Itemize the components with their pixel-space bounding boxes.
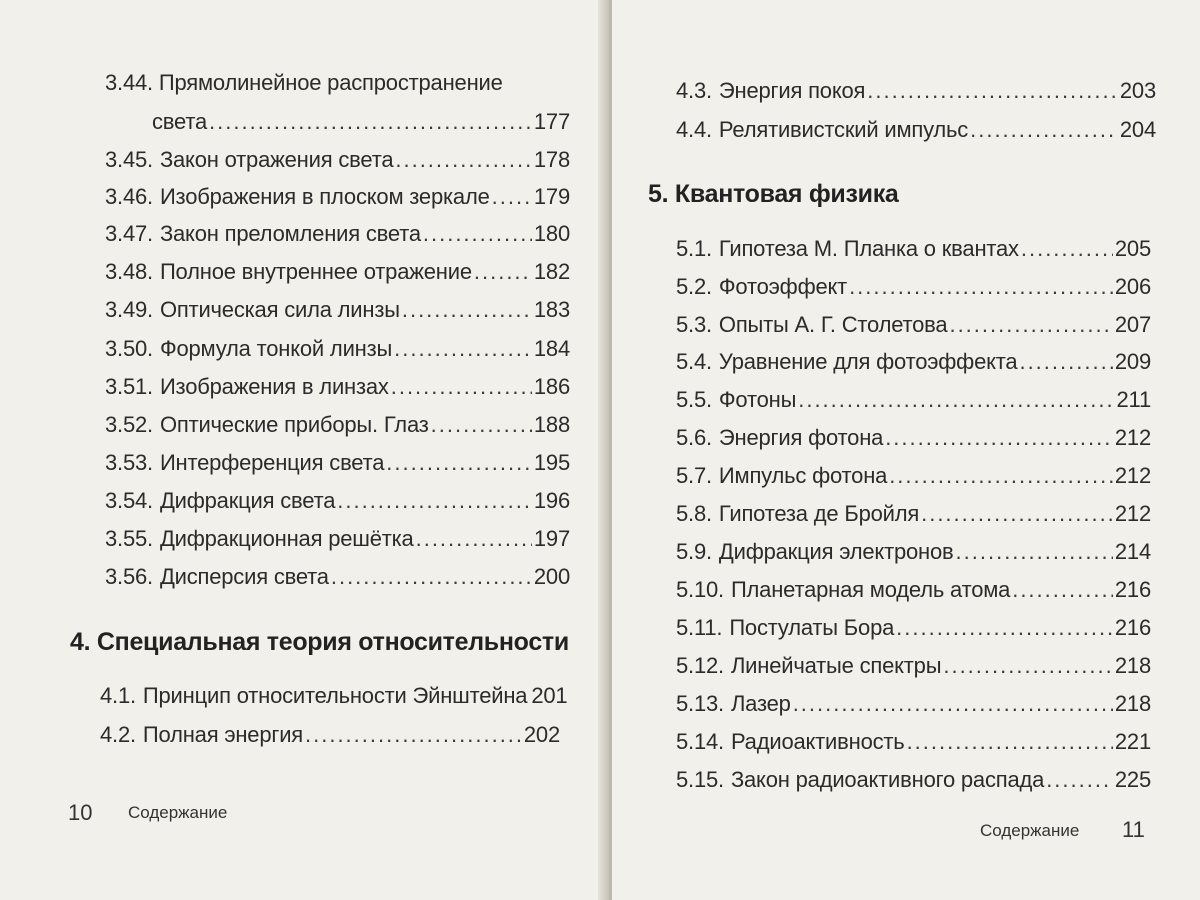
toc-entry	[105, 412, 570, 438]
toc-entry-title: Фотоны	[718, 387, 797, 412]
leader-dots	[849, 274, 1113, 300]
toc-entry	[676, 117, 1156, 143]
toc-entry-number: 3.44.	[105, 70, 153, 95]
toc-entry	[676, 425, 1151, 451]
toc-entry	[676, 387, 1151, 413]
toc-entry-page: 212	[1114, 501, 1151, 526]
toc-entry-page: 203	[1119, 78, 1156, 103]
toc-entry-number: 3.49.	[105, 297, 153, 322]
toc-entry	[676, 653, 1151, 679]
toc-entry-title: Дифракционная решётка	[159, 526, 414, 551]
toc-entry-number: 5.7.	[676, 463, 712, 488]
toc-entry-title: Принцип относительности Эйнштейна	[142, 683, 528, 708]
leader-dots	[1021, 236, 1113, 262]
leader-dots	[867, 78, 1118, 104]
toc-entry	[676, 463, 1151, 489]
toc-entry-page: 197	[533, 526, 570, 551]
leader-dots	[386, 450, 532, 476]
toc-entry-title: Лазер	[730, 691, 791, 716]
toc-entry-number: 3.50.	[105, 336, 153, 361]
toc-entry	[105, 259, 570, 285]
toc-entry-page: 200	[533, 564, 570, 589]
toc-entry-page: 204	[1119, 117, 1156, 142]
running-footer: Содержание	[128, 803, 228, 822]
toc-entry-title: Уравнение для фотоэффекта	[718, 349, 1018, 374]
toc-entry-page: 218	[1114, 653, 1151, 678]
toc-entry-title: Дифракция электронов	[718, 539, 954, 564]
leader-dots	[431, 412, 532, 438]
toc-entry	[676, 78, 1156, 104]
page-number: 10	[68, 800, 93, 825]
toc-entry-page: 209	[1114, 349, 1151, 374]
toc-entry-page: 196	[533, 488, 570, 513]
toc-entry	[105, 184, 570, 210]
leader-dots	[423, 221, 532, 247]
toc-entry-page: 202	[523, 722, 560, 747]
page-number: 11	[1122, 817, 1145, 842]
toc-entry	[676, 539, 1151, 565]
toc-entry-number: 5.2.	[676, 274, 712, 299]
toc-entry	[105, 297, 570, 323]
toc-entry-page: 186	[533, 374, 570, 399]
leader-dots	[474, 259, 532, 285]
leader-dots	[391, 374, 532, 400]
leader-dots	[907, 729, 1113, 755]
leader-dots	[394, 336, 532, 362]
leader-dots	[395, 147, 532, 173]
leader-dots	[949, 312, 1112, 338]
toc-entry-number: 3.53.	[105, 450, 153, 475]
toc-entry	[105, 147, 570, 173]
toc-entry	[100, 722, 560, 748]
toc-entry-title: Формула тонкой линзы	[159, 336, 393, 361]
toc-entry-number: 5.12.	[676, 653, 724, 678]
toc-entry	[105, 374, 570, 400]
leader-dots	[209, 109, 532, 135]
leader-dots	[793, 691, 1113, 717]
toc-entry-title: Опыты А. Г. Столетова	[718, 312, 948, 337]
toc-entry-title: Полное внутреннее отражение	[159, 259, 472, 284]
toc-entry-title: Закон преломления света	[159, 221, 421, 246]
leader-dots	[331, 564, 532, 590]
toc-entry-3-44-line1	[105, 70, 503, 96]
toc-entry-title: Дифракция света	[159, 488, 336, 513]
toc-entry-page: 182	[533, 259, 570, 284]
toc-entry-title: Энергия покоя	[718, 78, 866, 103]
toc-entry-number: 3.48.	[105, 259, 153, 284]
toc-entry-number: 3.56.	[105, 564, 153, 589]
toc-entry-page: 211	[1116, 387, 1151, 412]
toc-entry-title: Изображения в плоском зеркале	[159, 184, 490, 209]
toc-entry-number: 4.3.	[676, 78, 712, 103]
leader-dots	[885, 425, 1113, 451]
toc-entry-number: 5.4.	[676, 349, 712, 374]
toc-entry-title: Импульс фотона	[718, 463, 888, 488]
toc-entry-number: 5.3.	[676, 312, 712, 337]
toc-entry	[676, 501, 1151, 527]
toc-entry-number: 4.2.	[100, 722, 136, 747]
toc-entry	[100, 683, 568, 709]
toc-entry	[676, 729, 1151, 755]
toc-entry-page: 178	[533, 147, 570, 172]
toc-entry-3-44-line2	[152, 109, 570, 135]
toc-entry-page: 218	[1114, 691, 1151, 716]
toc-entry-title: Линейчатые спектры	[730, 653, 942, 678]
toc-entry-title: Дисперсия света	[159, 564, 329, 589]
toc-entry-page: 179	[533, 184, 570, 209]
toc-entry-page: 206	[1114, 274, 1151, 299]
toc-entry-number: 5.6.	[676, 425, 712, 450]
toc-entry-page: 207	[1114, 312, 1151, 337]
toc-entry-number: 5.11.	[676, 615, 723, 640]
toc-entry-number: 5.15.	[676, 767, 724, 792]
toc-entry-page: 214	[1114, 539, 1151, 564]
leader-dots	[492, 184, 532, 210]
toc-entry	[105, 564, 570, 590]
toc-entry	[676, 767, 1151, 793]
leader-dots	[1019, 349, 1112, 375]
toc-entry-page: 188	[533, 412, 570, 437]
toc-entry-number: 5.10.	[676, 577, 724, 602]
toc-entry-number: 5.9.	[676, 539, 712, 564]
toc-entry	[105, 450, 570, 476]
toc-entry-number: 3.55.	[105, 526, 153, 551]
toc-entry-title: Закон радиоактивного распада	[730, 767, 1045, 792]
toc-entry-page: 216	[1114, 615, 1151, 640]
toc-entry-page: 195	[533, 450, 570, 475]
toc-entry	[105, 221, 570, 247]
leader-dots	[956, 539, 1113, 565]
toc-entry-number: 3.47.	[105, 221, 153, 246]
toc-entry-number: 5.13.	[676, 691, 724, 716]
toc-entry-number: 3.52.	[105, 412, 153, 437]
toc-entry	[676, 349, 1151, 375]
toc-entry-title: Энергия фотона	[718, 425, 884, 450]
toc-entry	[676, 615, 1151, 641]
toc-entry-number: 3.54.	[105, 488, 153, 513]
leader-dots	[416, 526, 532, 552]
leader-dots	[337, 488, 532, 514]
leader-dots	[1046, 767, 1113, 793]
toc-entry-title: Гипотеза М. Планка о квантах	[718, 236, 1019, 261]
toc-entry-title: Радиоактивность	[730, 729, 905, 754]
toc-entry-page: 225	[1114, 767, 1151, 792]
toc-entry-title: Изображения в линзах	[159, 374, 389, 399]
toc-entry	[105, 526, 570, 552]
toc-entry-title: Полная энергия	[142, 722, 303, 747]
toc-entry-title-continued: света	[152, 109, 208, 134]
toc-entry	[676, 691, 1151, 717]
toc-entry-number: 3.51.	[105, 374, 153, 399]
toc-entry-number: 5.1.	[676, 236, 712, 261]
toc-entry-page: 183	[533, 297, 570, 322]
toc-entry-number: 3.46.	[105, 184, 153, 209]
leader-dots	[943, 653, 1113, 679]
toc-entry-number: 5.8.	[676, 501, 712, 526]
toc-entry-title: Постулаты Бора	[729, 615, 895, 640]
leader-dots	[921, 501, 1113, 527]
leader-dots	[1012, 577, 1113, 603]
toc-entry-number: 4.1.	[100, 683, 136, 708]
toc-entry-number: 4.4.	[676, 117, 712, 142]
running-footer: Содержание	[980, 821, 1080, 840]
toc-entry-title: Релятивистский импульс	[718, 117, 969, 142]
toc-entry-page: 201	[531, 683, 568, 708]
toc-entry-number: 3.45.	[105, 147, 153, 172]
toc-entry	[105, 336, 570, 362]
toc-entry-page: 212	[1114, 425, 1151, 450]
toc-entry-title: Интерференция света	[159, 450, 385, 475]
toc-entry-title: Планетарная модель атома	[730, 577, 1011, 602]
leader-dots	[896, 615, 1113, 641]
toc-entry-page: 216	[1114, 577, 1151, 602]
toc-entry	[676, 577, 1151, 603]
toc-entry	[676, 236, 1151, 262]
toc-entry-title: Гипотеза де Бройля	[718, 501, 920, 526]
toc-entry-number: 5.14.	[676, 729, 724, 754]
right-page	[612, 0, 1200, 900]
toc-entry	[676, 274, 1151, 300]
toc-entry-page: 212	[1114, 463, 1151, 488]
toc-entry-page: 221	[1114, 729, 1151, 754]
toc-entry-page: 177	[533, 109, 570, 134]
toc-entry-title: Закон отражения света	[159, 147, 394, 172]
toc-entry-number: 5.5.	[676, 387, 712, 412]
toc-entry	[105, 488, 570, 514]
leader-dots	[305, 722, 522, 748]
toc-entry-page: 180	[533, 221, 570, 246]
toc-entry-title: Прямолинейное распространение	[158, 70, 503, 95]
toc-entry-page: 184	[533, 336, 570, 361]
leader-dots	[970, 117, 1118, 143]
toc-entry-title: Фотоэффект	[718, 274, 848, 299]
leader-dots	[889, 463, 1113, 489]
chapter-heading-4: 4. Специальная теория относительности	[70, 628, 569, 656]
chapter-heading-5: 5. Квантовая физика	[648, 180, 899, 208]
leader-dots	[798, 387, 1114, 413]
toc-entry-title: Оптическая сила линзы	[159, 297, 400, 322]
toc-entry-title: Оптические приборы. Глаз	[159, 412, 429, 437]
leader-dots	[402, 297, 532, 323]
toc-entry-page: 205	[1114, 236, 1151, 261]
toc-entry	[676, 312, 1151, 338]
